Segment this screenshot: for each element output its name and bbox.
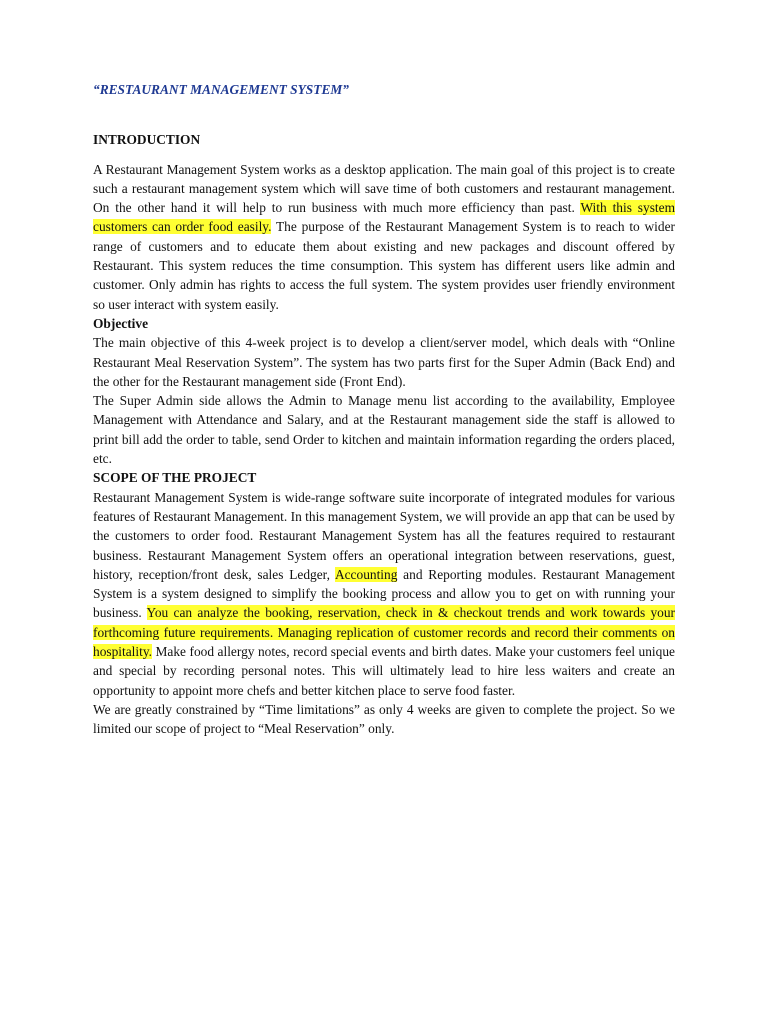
scope-highlight-accounting: Accounting bbox=[334, 566, 398, 582]
document-title: “RESTAURANT MANAGEMENT SYSTEM” bbox=[93, 82, 349, 97]
introduction-paragraph bbox=[93, 160, 675, 314]
scope-text-1: Restaurant Management System is wide-range software suite incorporate of integrated modules for various features of Restaurant Management. In this management System, we will provide an app that can be used by the customers to order food. Restaurant Management System has all the features required to restaurant business. Restaurant Management System offers an operational integration between reservations, guest, history, reception/front desk, sales Ledger, bbox=[93, 489, 675, 582]
scope-text-2: and Reporting modules. Restaurant Management System is a system designed to simplify the booking process and allow you to get on with running your business. bbox=[93, 566, 675, 621]
objective-heading: Objective bbox=[93, 315, 149, 331]
scope-paragraph-1 bbox=[93, 488, 675, 700]
introduction-heading: INTRODUCTION bbox=[93, 132, 201, 148]
objective-paragraph-2: The Super Admin side allows the Admin to Manage menu list according to the availability, Employee Management with Attendance and Salary, and at the Restaurant management side the staff is allowed to print bill add the order to table, send Order to kitchen and maintain information regarding the orders placed, etc. bbox=[93, 393, 675, 467]
introduction-highlight: With this system customers can order food easily. bbox=[93, 200, 676, 235]
scope-heading: SCOPE OF THE PROJECT bbox=[93, 470, 257, 486]
introduction-text-1: A Restaurant Management System works as a desktop application. The main goal of this project is to create such a restaurant management system which will save time of both customers and restaurant management. On the other hand it will help to run business with much more efficiency than past. bbox=[93, 161, 675, 216]
document-page bbox=[93, 80, 675, 739]
introduction-text-2: The purpose of the Restaurant Management System is to reach to wider range of customers and to educate them about existing and new packages and discount offered by Restaurant. This system reduces the time consumption. This system has different users like admin and customer. Only admin has rights to access the full system. The system provides user friendly environment so user interact with system easily. bbox=[93, 219, 675, 312]
scope-text-3: Make food allergy notes, record special events and birth dates. Make your customers feel unique and special by recording personal notes. This will ultimately lead to hire less waiters and create an opportunity to appoint more chefs and better kitchen place to serve food faster. bbox=[93, 644, 675, 698]
objective-paragraph-1: The main objective of this 4-week project is to develop a client/server model, which deals with “Online Restaurant Meal Reservation System”. The system has two parts first for the Super Admin (Back End) and the other for the Restaurant management side (Front End). bbox=[93, 335, 675, 389]
scope-paragraph-2: We are greatly constrained by “Time limitations” as only 4 weeks are given to complete the project. So we limited our scope of project to “Meal Reservation” only. bbox=[93, 701, 675, 737]
scope-highlight-analyze: You can analyze the booking, reservation, check in & checkout trends and work towards your forthcoming future requirements. Managing replication of customer records and record their comments on hospitality. bbox=[93, 605, 675, 660]
